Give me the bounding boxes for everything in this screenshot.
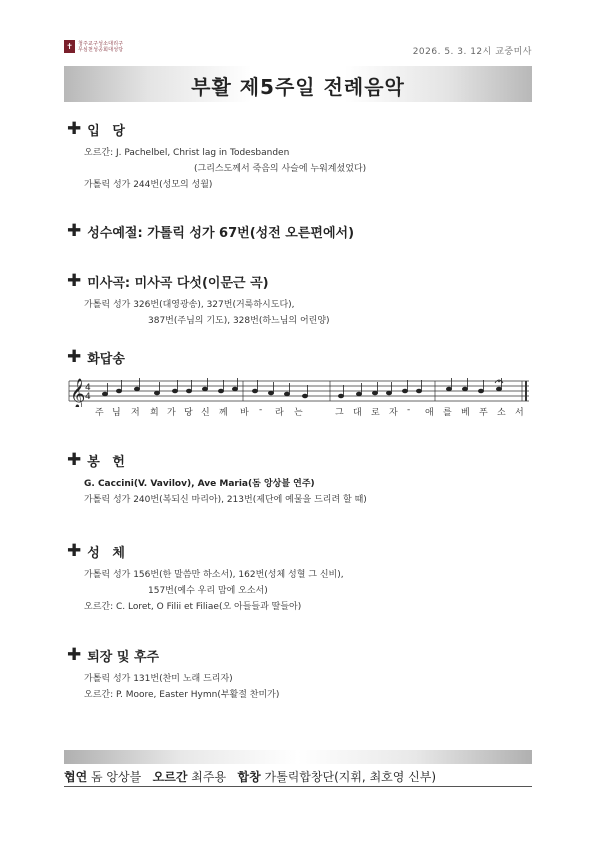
section-heading: 성 체 [87,545,129,561]
section-heading: 미사곡: 미사곡 다섯(이문근 곡) [87,275,269,291]
note-head [284,392,289,396]
note-head [202,387,207,391]
lyric-syllable: - [407,405,411,415]
svg-text:4: 4 [85,392,91,402]
lyric-syllable: 신 [201,408,210,418]
lyric-syllable: 대 [353,408,362,418]
cross-bullet-icon: ✚ [67,221,82,241]
communion-hymns-2: 157번(예수 우리 맘에 오소서) [148,586,268,596]
footer-banner [64,750,532,764]
lyric-syllable: 소 [497,408,506,418]
lyric-syllable: 애 [425,408,434,418]
recessional-organ: 오르간: P. Moore, Easter Hymn(부활절 찬미가) [84,690,280,700]
note-head [154,391,159,395]
communion-hymns-1: 가톨릭 성가 156번(한 말씀만 하소서), 162번(성체 성혈 그 신비), [84,570,344,580]
note-head [186,389,191,393]
note-head [172,389,177,393]
title-banner [64,66,532,102]
lyric-syllable: 그 [335,408,344,418]
lyric-syllable: 서 [515,408,524,418]
section-heading: 봉 헌 [87,454,129,470]
lyric-syllable: 당 [184,408,193,418]
recessional-hymn: 가톨릭 성가 131번(찬미 노래 드리자) [84,674,233,684]
note-head [478,389,483,393]
page-title: 부활 제5주일 전례음악 [191,75,405,99]
ordinary-line-2: 387번(주님의 기도), 328번(하느님의 어린양) [148,316,330,326]
note-head [218,389,223,393]
page-header [0,0,595,60]
note-head [416,389,421,393]
note-head [116,389,121,393]
section-offertory [67,452,367,508]
footer-rule [64,786,532,787]
note-head [102,392,107,396]
mass-date: 2026. 5. 3. 12시 교중미사 [412,47,532,57]
note-head [462,387,467,391]
cross-bullet-icon: ✚ [67,645,82,665]
psalm-music-staff [67,377,535,427]
section-asperges [67,223,354,239]
section-heading: 화답송 [87,351,125,367]
note-head [268,391,273,395]
note-head [386,391,391,395]
note-head [134,387,139,391]
lyric-syllable: 로 [371,408,380,418]
lyric-syllable: 자 [389,408,398,418]
lyric-syllable: 저 [131,408,140,418]
ensemble-label: 협연 [64,770,88,784]
organ-label: 오르간 [152,770,188,784]
lyric-syllable: 주 [95,408,104,418]
lyric-syllable: 푸 [479,408,488,418]
entrance-hymn: 가톨릭 성가 244번(성모의 성월) [84,180,213,190]
note-head [252,389,257,393]
cross-bullet-icon: ✚ [67,347,82,367]
psalm-lyrics [95,405,525,419]
organ-value: 최주용 [191,770,227,784]
choir-label: 합창 [237,770,261,784]
parish-logo [64,40,123,53]
cross-bullet-icon: ✚ [67,541,82,561]
note-head [496,387,501,391]
section-recessional [67,647,279,703]
note-head [232,387,237,391]
lyric-syllable: 라 [275,408,284,418]
lyric-syllable: 는 [294,408,303,418]
section-heading: 성수예절: 가톨릭 성가 67번(성전 오른편에서) [87,225,355,241]
section-entrance [67,121,366,193]
treble-clef-icon: 𝄞 [70,379,86,407]
entrance-organ-subtitle: (그리스도께서 죽음의 사슬에 누워계셨었다) [194,164,367,174]
offertory-hymns: 가톨릭 성가 240번(복되신 마리아), 213번(제단에 예물을 드리려 할 때) [84,495,367,505]
lyric-syllable: 님 [112,408,121,418]
lyric-syllable: 를 [443,408,452,418]
section-ordinary [67,273,330,329]
performers-credit [64,768,532,785]
logo-line-2: 무심천성공회대성당 [78,46,124,53]
note-head [302,394,307,398]
section-heading: 입 당 [87,123,129,139]
lyric-syllable: 바 [240,408,249,418]
note-head [402,389,407,393]
lyric-syllable: 베 [461,408,470,418]
lyric-syllable: - [259,405,263,415]
logo-line-1: 청주교구성소대리구 [78,40,124,47]
note-head [338,394,343,398]
ensemble-value: 돔 앙상블 [91,770,142,784]
music-staff-svg [67,377,535,407]
svg-text:4: 4 [85,383,91,393]
communion-organ: 오르간: C. Loret, O Filii et Filiae(오 아들들과 딸들아) [84,602,302,612]
lyric-syllable: 가 [167,408,176,418]
cross-bullet-icon: ✚ [67,119,82,139]
section-communion [67,543,344,615]
section-heading: 퇴장 및 후주 [87,649,160,665]
offertory-piece: G. Caccini(V. Vavilov), Ave Maria(돔 앙상블 연주) [84,479,315,489]
lyric-syllable: 께 [219,408,228,418]
section-psalm [67,349,125,365]
choir-value: 가톨릭합창단(지휘, 최호영 신부) [264,770,437,784]
note-head [446,387,451,391]
cross-bullet-icon: ✚ [67,271,82,291]
entrance-organ: 오르간: J. Pachelbel, Christ lag in Todesbanden [84,148,290,158]
ordinary-line-1: 가톨릭 성가 326번(대영광송), 327번(거룩하시도다), [84,300,295,310]
note-head [356,392,361,396]
lyric-syllable: 희 [150,408,159,418]
church-logo-icon: ✝ [64,40,75,53]
note-head [372,391,377,395]
cross-bullet-icon: ✚ [67,450,82,470]
